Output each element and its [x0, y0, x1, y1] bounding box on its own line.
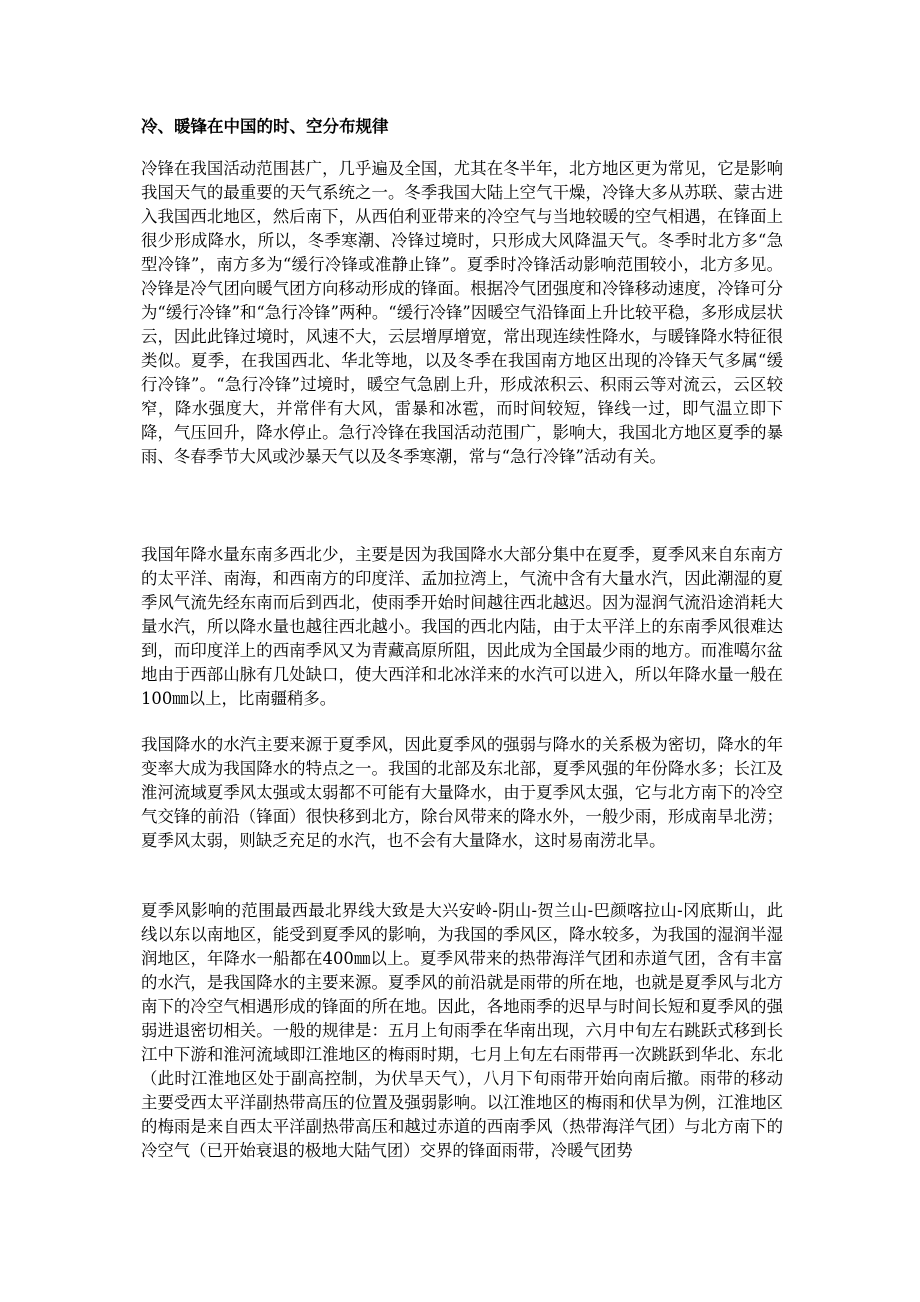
paragraph-annual-precipitation: 我国年降水量东南多西北少，主要是因为我国降水大部分集中在夏季，夏季风来自东南方的太平洋、南海，和西南方的印度洋、孟加拉湾上，气流中含有大量水汽，因此潮湿的夏季风气流先经东南而后到西北，使雨季开始时间越往西北越迟。因为湿润气流沿途消耗大量水汽，所以降水量也越往西北越小。我国的西北内陆，由于太平洋上的东南季风很难达到，而印度洋上的西南季风又为青藏高原所阻，因此成为全国最少雨的地方。而准噶尔盆地由于西部山脉有几处缺口，使大西洋和北冰洋来的水汽可以进入，所以年降水量一般在100㎜以上，比南疆稍多。	[141, 545, 783, 708]
paragraph-summer-monsoon-strength: 我国降水的水汽主要来源于夏季风，因此夏季风的强弱与降水的关系极为密切，降水的年变率大成为我国降水的特点之一。我国的北部及东北部，夏季风强的年份降水多；长江及淮河流域夏季风太强或太弱都不可能有大量降水，由于夏季风太强，它与北方南下的冷空气交锋的前沿（锋面）很快移到北方，除台风带来的降水外，一般少雨，形成南旱北涝；夏季风太弱，则缺乏充足的水汽，也不会有大量降水，这时易南涝北旱。	[141, 735, 783, 850]
paragraph-monsoon-range-rainbelt: 夏季风影响的范围最西最北界线大致是大兴安岭-阴山-贺兰山-巴颜喀拉山-冈底斯山，此线以东以南地区，能受到夏季风的影响，为我国的季风区，降水较多，为我国的湿润半湿润地区，年降水一船都在400㎜以上。夏季风带来的热带海洋气团和赤道气团，含有丰富的水汽，是我国降水的主要来源。夏季风的前沿就是雨带的所在地，也就是夏季风与北方南下的冷空气相遇形成的锋面的所在地。因此，各地雨季的迟早与时间长短和夏季风的强弱进退密切相关。一般的规律是：五月上旬雨季在华南出现，六月中旬左右跳跃式移到长江中下游和淮河流域即江淮地区的梅雨时期，七月上旬左右雨带再一次跳跃到华北、东北（此时江淮地区处于副高控制，为伏旱天气），八月下旬雨带开始向南后撤。雨带的移动主要受西太平洋副热带高压的位置及强弱影响。以江淮地区的梅雨和伏旱为例，江淮地区的梅雨是来自西太平洋副热带高压和越过赤道的西南季风（热带海洋气团）与北方南下的冷空气（已开始衰退的极地大陆气团）交界的锋面雨带，冷暖气团势	[141, 901, 783, 1160]
document-title: 冷、暖锋在中国的时、空分布规律	[141, 117, 389, 136]
paragraph-cold-front: 冷锋在我国活动范围甚广，几乎遍及全国，尤其在冬半年，北方地区更为常见，它是影响我国天气的最重要的天气系统之一。冬季我国大陆上空气干燥，冷锋大多从苏联、蒙古进入我国西北地区，然后南下，从西伯利亚带来的冷空气与当地较暖的空气相遇，在锋面上很少形成降水，所以，冬季寒潮、冷锋过境时，只形成大风降温天气。冬季时北方多“急型冷锋”，南方多为“缓行冷锋或准静止锋”。夏季时冷锋活动影响范围较小，北方多见。冷锋是冷气团向暖气团方向移动形成的锋面。根据冷气团强度和冷锋移动速度，冷锋可分为“缓行冷锋”和“急行冷锋”两种。“缓行冷锋”因暖空气沿锋面上升比较平稳，多形成层状云，因此此锋过境时，风速不大，云层增厚增宽，常出现连续性降水，与暖锋降水特征很类似。夏季，在我国西北、华北等地，以及冬季在我国南方地区出现的冷锋天气多属“缓行冷锋”。“急行冷锋”过境时，暖空气急剧上升，形成浓积云、积雨云等对流云，云区较窄，降水强度大，并常伴有大风，雷暴和冰雹，而时间较短，锋线一过，即气温立即下降，气压回升，降水停止。急行冷锋在我国活动范围广，影响大，我国北方地区夏季的暴雨、冬春季节大风或沙暴天气以及冬季寒潮，常与“急行冷锋”活动有关。	[141, 159, 783, 466]
